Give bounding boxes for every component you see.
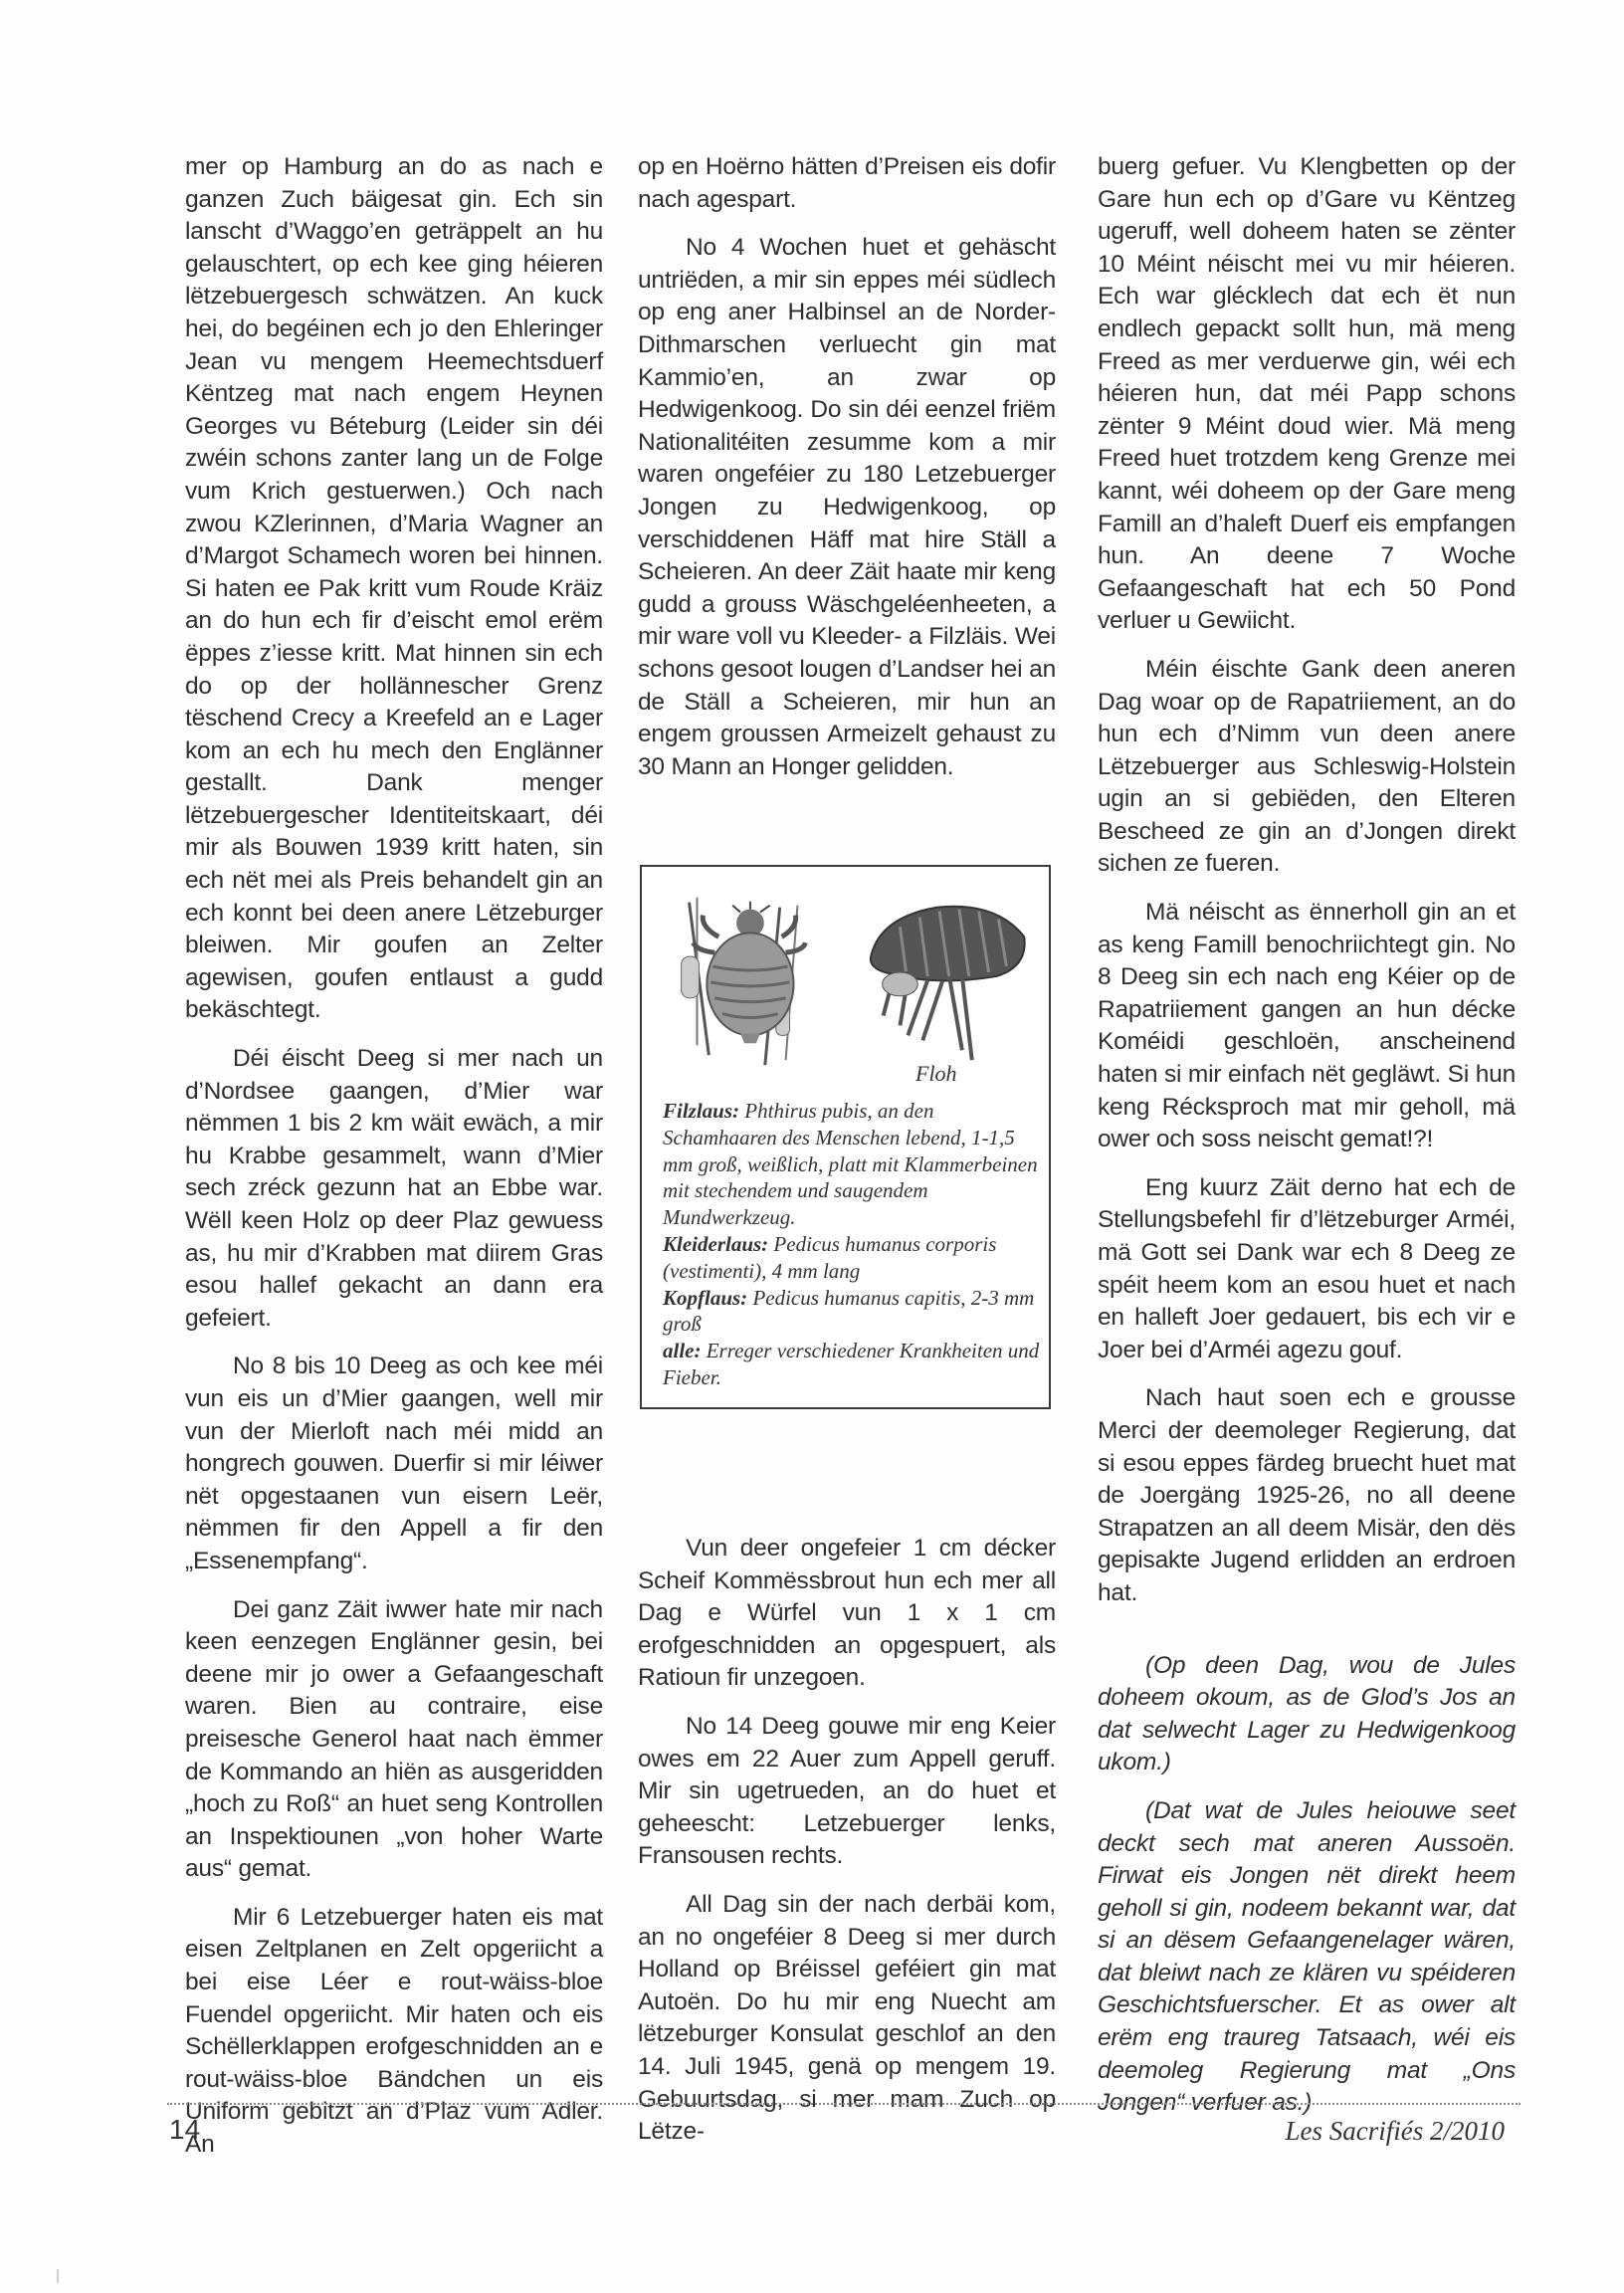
louse-icon xyxy=(682,898,806,1065)
paragraph: Méin éischte Gank deen aneren Dag woar op de Rapatriiement, an do hun ech d’Nimm vun deen anere Lëtzebuerger aus Schleswig-Holstein ugin an si gebiëden, den Elteren Bescheed ze gin an d’Jongen direkt sichen ze fueren. xyxy=(1098,655,1516,878)
figure-caption xyxy=(663,1098,1041,1391)
caption-text: Erreger verschiedener Krankheiten und Fieber. xyxy=(663,1339,1040,1389)
caption-entry-kopflaus xyxy=(663,1285,1041,1339)
scan-artifact xyxy=(57,2269,59,2283)
caption-term: alle: xyxy=(663,1339,702,1363)
text-column-1 xyxy=(185,151,603,2178)
caption-entry-alle xyxy=(663,1338,1041,1391)
paragraph: Déi éischt Deeg si mer nach un d’Nordsee gaangen, d’Mier war nëmmen 1 bis 2 km wäit ewäch, a mir hu Krabbe gesammelt, wann d’Mier sech zréck gezunn hat an Ebbe war. Wëll keen Holz op deer Plaz gewuess as, hu mir d’Krabben mat diirem Gras esou hallef gekacht an dann era gefeiert. xyxy=(185,1045,603,1332)
page-number: 14 xyxy=(169,2114,201,2145)
paragraph: Nach haut soen ech e grousse Merci der deemoleger Regierung, dat si esou eppes färdeg bruecht huet mat de Joergäng 1925-26, no all deene Strapatzen an all deem Misär, den dës gepisakte Jugend erlidden an erdroen hat. xyxy=(1098,1384,1516,1606)
caption-term: Filzlaus: xyxy=(663,1099,740,1123)
paragraph: Eng kuurz Zäit derno hat ech de Stellungsbefehl fir d’lëtzeburger Arméi, mä Gott sei Dank war ech 8 Deeg ze spéit heem kom an esou huet et nach en halleft Joer gedauert, bis ech vir e Joer bei d’Arméi agezu gouf. xyxy=(1098,1173,1516,1363)
footer-divider xyxy=(167,2103,1521,2105)
paragraph: Vun deer ongefeier 1 cm décker Scheif Kommëssbrout hun ech mer all Dag e Würfel vun 1 x 1 cm erofgeschnidden an opgespuert, als Ratioun fir unzegoen. xyxy=(638,1535,1056,1692)
caption-term: Kopflaus: xyxy=(663,1285,748,1310)
caption-entry-kleiderlaus xyxy=(663,1231,1041,1285)
insect-illustrations xyxy=(642,867,1049,1076)
paragraph: Mir 6 Letzebuerger haten eis mat eisen Zeltplanen en Zelt opgeriicht a bei eise Léer e rout-wäiss-bloe Fuendel opgeriicht. Mir haten och eis Schëllerklappen erofgeschnidden an e rout-wäiss-bloe Bändchen un eis Uniform gebitzt an d’Plaz vum Adler. An xyxy=(185,1903,603,2159)
paragraph: Mä néischt as ënnerholl gin an et as keng Famill benochriichtegt gin. No 8 Deeg sin ech nach eng Kéier op de Rapatriiement gangen an hun décke Koméidi geschloën, anscheinend haten si mir einfach nët gegläwt. Si hun keng Récksproch mat mir geholl, mä ower och soss neischt gemat!?! xyxy=(1098,899,1516,1153)
paragraph: Dei ganz Zäit iwwer hate mir nach keen eenzegen Englänner gesin, bei deene mir jo ower a Gefaangeschaft waren. Bien au contraire, eise preisesche Generol haat nach ëmmer de Kommando an hiën as ausgeridden „hoch zu Roß“ an huet seng Kontrollen an Inspektiounen „von hoher Warte aus“ gemat. xyxy=(185,1595,603,1883)
caption-text: Pedicus humanus corporis (vestimenti), 4 mm lang xyxy=(663,1231,997,1283)
publication-title: Les Sacrifiés 2/2010 xyxy=(1285,2116,1505,2146)
text-column-2-bottom xyxy=(638,1533,1056,2165)
paragraph: op en Hoërno hätten d’Preisen eis dofir nach agespart. xyxy=(638,153,1056,213)
flea-label: Floh xyxy=(915,1061,957,1086)
caption-text: Pedicus humanus capitis, 2-3 mm groß xyxy=(663,1285,1035,1337)
caption-term: Kleiderlaus: xyxy=(663,1231,769,1256)
paragraph: No 14 Deeg gouwe mir eng Keier owes em 22 Auer zum Appell geruff. Mir sin ugetrueden, an do huet et geheescht: Letzebuerger lenks, Fransousen rechts. xyxy=(638,1712,1056,1870)
caption-text: Phthirus pubis, an den Schamhaaren des Menschen lebend, 1-1,5 mm groß, weißlich, platt mit Klammerbeinen mit stechendem und saugendem Mundwerkzeug. xyxy=(663,1099,1038,1230)
paragraph: No 8 bis 10 Deeg as och kee méi vun eis un d’Mier gaangen, well mir vun der Mierloft nach méi midd an hongrech gouwen. Duerfir si mir léiwer nët opgestaanen vun eisern Leër, nëmmen fir den Appell a fir den „Essenempfang“. xyxy=(185,1353,603,1574)
caption-entry-filzlaus xyxy=(663,1098,1041,1231)
figure-box xyxy=(640,865,1051,1409)
paragraph: mer op Hamburg an do as nach e ganzen Zuch bäigesat gin. Ech sin lanscht d’Waggo’en geträppelt an hu gelauschtert, op ech kee ging héieren lëtzebuergesch schwätzen. An kuck hei, do begéinen ech jo den Ehleringer Jean vu mengem Heemechtsduerf Këntzeg mat nach engem Heynen Georges vu Béteburg (Leider sin déi zwéin schons zanter lang un de Folge vum Krich gestuerwen.) Och nach zwou KZlerinnen, d’Maria Wagner an d’Margot Schamech woren bei hinnen. Si haten ee Pak kritt vum Roude Kräiz an do hun ech fir d’eischt emol erëm ëppes z’iesse kritt. Mat hinnen sin ech do op der hollännescher Grenz tëschend Crecy a Kreefeld an e Lager kom an ech hu mech den Englänner gestallt. Dank menger lëtzebuergescher Identiteitskaart, déi mir als Bouwen 1939 kritt haten, sin ech nët mei als Preis behandelt gin an ech konnt bei deen anere Lëtzeburger bleiwen. Mir goufen an Zelter agewisen, goufen entlaust a gudd bekäschtegt. xyxy=(185,153,603,1024)
paragraph: No 4 Wochen huet et gehäscht untriëden, a mir sin eppes méi südlech op eng aner Halbinsel an de Norder-Dithmarschen verluecht gin mat Kammio’en, an zwar op Hedwigenkoog. Do sin déi eenzel friëm Nationalitéiten zesumme kom a mir waren ongeféier zu 180 Letzebuerger Jongen zu Hedwigenkoog, op verschiddenen Häff mat hire Ställ a Scheieren. An deer Zäit haate mir keng gudd a grouss Wäschgeléenheeten, a mir ware voll vu Kleeder- a Filzläis. Wei schons gesoot lougen d’Landser hei an de Ställ a Scheieren, mir hun an engem groussen Armeizelt gehaust zu 30 Mann an Honger gelidden. xyxy=(638,234,1056,780)
flea-icon xyxy=(871,907,1025,1060)
editorial-note: (Op deen Dag, wou de Jules doheem okoum, as de Glod’s Jos an dat selwecht Lager zu Hedwigenkoog ukom.) xyxy=(1098,1651,1516,1776)
text-column-3 xyxy=(1098,151,1516,2136)
paragraph: buerg gefuer. Vu Klengbetten op der Gare hun ech op d’Gare vu Këntzeg ugeruff, well doheem haten se zënter 10 Méint néischt mei vu mir héieren. Ech war glécklech dat ech ët nun endlech gepackt sollt hun, mä meng Freed as mer verduerwe gin, wéi ech héieren hun, dat méi Papp schons zënter 9 Méint doud wier. Mä meng Freed huet trotzdem keng Grenze mei kannt, wéi doheem op der Gare meng Famill an d’haleft Duerf eis empfangen hun. An deene 7 Woche Gefaangeschaft hat ech 50 Pond verluer u Gewiicht. xyxy=(1098,153,1516,635)
paragraph: All Dag sin der nach derbäi kom, an no ongeféier 8 Deeg si mer durch Holland op Bréissel geféiert gin mat Autoën. Do hu mir eng Nuecht am lëtzeburger Konsulat geschlof an den 14. Juli 1945, genä op mengem 19. Gebuurtsdag, si mer mam Zuch op Lëtze- xyxy=(638,1890,1056,2146)
text-column-2-top xyxy=(638,151,1056,799)
editorial-note: (Dat wat de Jules heiouwe seet deckt sech mat aneren Aussoën. Firwat eis Jongen nët direkt heem geholl si gin, nodeem bekannt war, dat si an dësem Gefaangenelager wären, dat bleiwt nach ze klären vu spéideren Geschichtsfuerscher. Et as ower alt erëm eng traureg Tatsaach, wéi eis deemoleg Regierung mat „Ons Jongen“ verfuer as.) xyxy=(1098,1796,1516,2117)
